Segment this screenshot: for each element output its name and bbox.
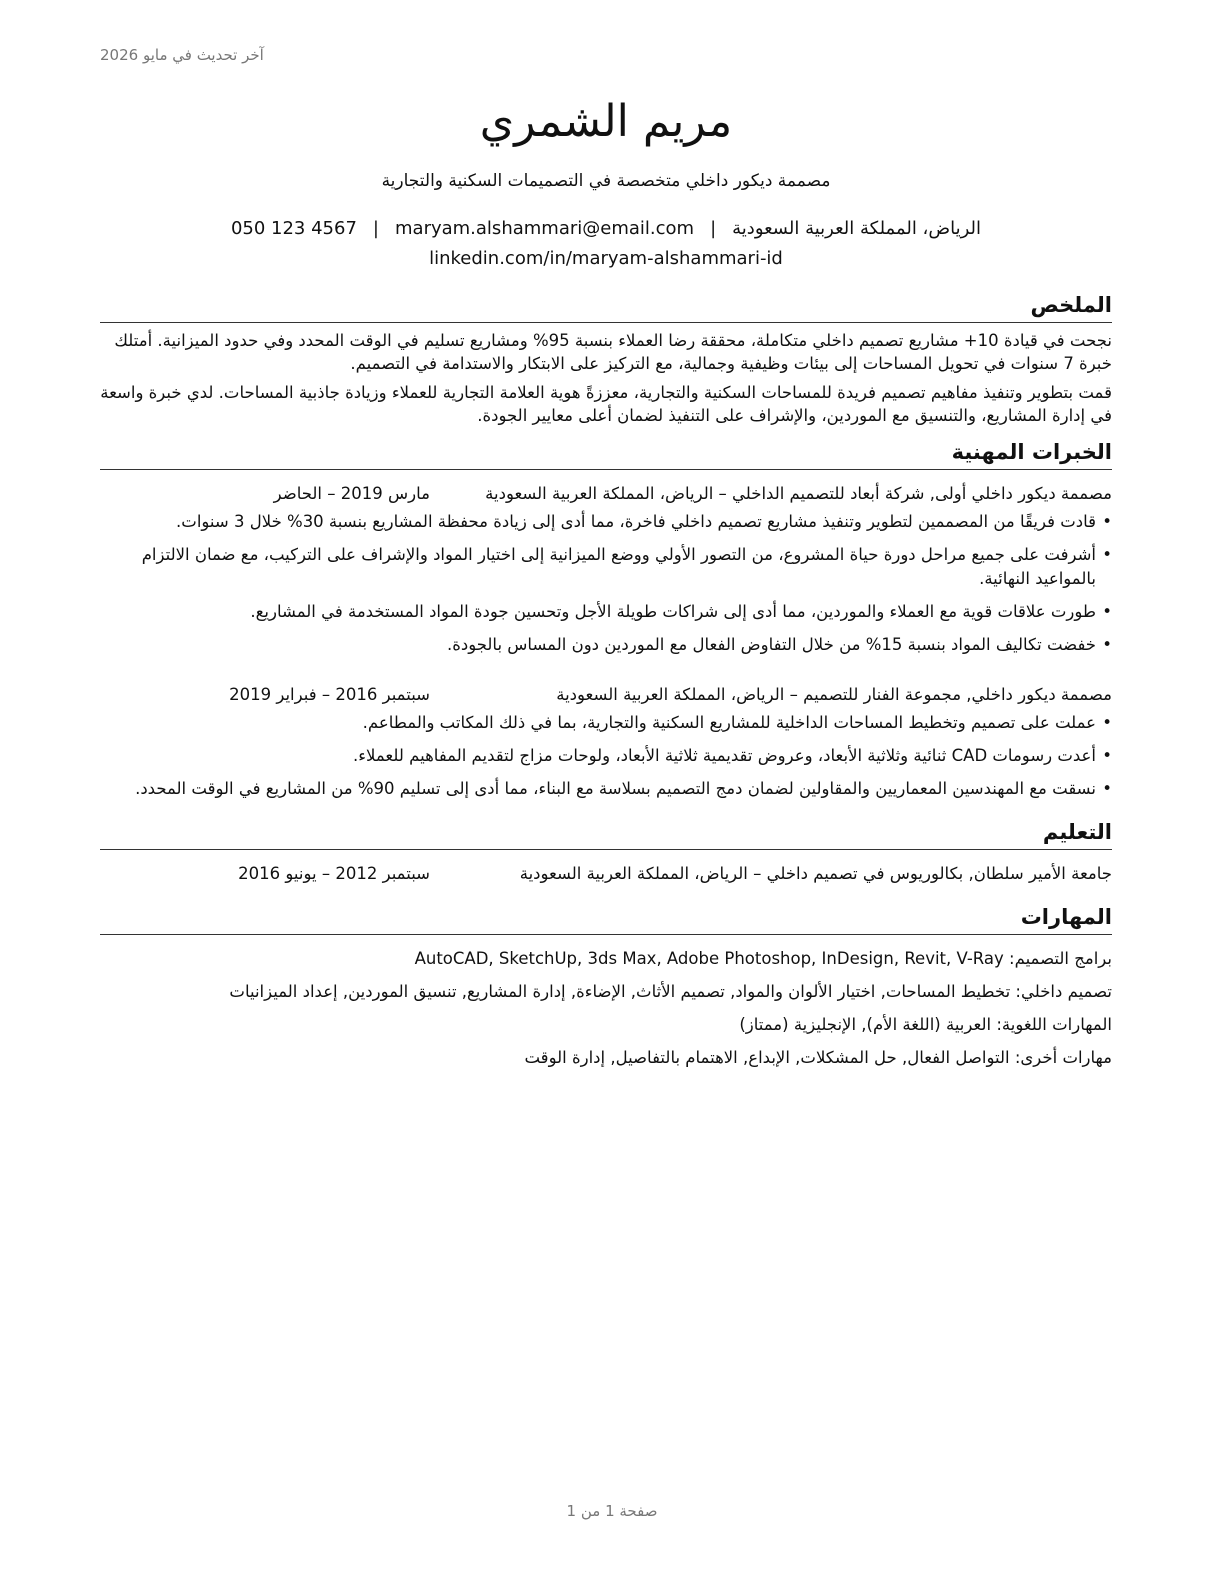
contact-phone: 050 123 4567 <box>230 218 357 239</box>
skill-line-other: مهارات أخرى: التواصل الفعال, حل المشكلات, الإبداع, الاهتمام بالتفاصيل, إدارة الوقت <box>524 1048 1112 1067</box>
person-name: مريم الشمري <box>479 96 733 147</box>
contact-separator: | <box>372 218 379 239</box>
job-bullets <box>100 711 1112 801</box>
contact-email[interactable]: maryam.alshammari@email.com <box>395 218 695 239</box>
job-bullet: • قادت فريقًا من المصممين لتطوير وتنفيذ مشاريع تصميم داخلي فاخرة، مما أدى إلى زيادة محفظة المشاريع بنسبة 30% خلال 3 سنوات. <box>100 510 1112 534</box>
education-dates: سبتمبر 2012 – يونيو 2016 <box>238 864 430 883</box>
skill-line-interior: تصميم داخلي: تخطيط المساحات, اختيار الألوان والمواد, تصميم الأثاث, الإضاءة, إدارة المشاريع, تنسيق الموردين, إعداد الميزانيات <box>229 982 1112 1001</box>
job-bullet: • طورت علاقات قوية مع العملاء والموردين، مما أدى إلى شراكات طويلة الأجل وتحسين جودة المواد المستخدمة في المشاريع. <box>100 600 1112 624</box>
education-degree-school: جامعة الأمير سلطان, بكالوريوس في تصميم داخلي – الرياض، المملكة العربية السعودية <box>519 864 1112 883</box>
resume-page <box>100 90 1112 1070</box>
linkedin-link[interactable]: linkedin.com/in/maryam-alshammari-id <box>429 248 783 269</box>
section-title-skills: المهارات <box>100 902 1112 935</box>
education-entry <box>100 862 1112 886</box>
summary-section <box>100 290 1112 427</box>
job-bullet: • أعدت رسومات CAD ثنائية وثلاثية الأبعاد، وعروض تقديمية ثلاثية الأبعاد، ولوحات مزاج لتقديم المفاهيم للعملاء. <box>100 744 1112 768</box>
job-dates: مارس 2019 – الحاضر <box>273 484 430 503</box>
contact-line <box>100 214 1112 244</box>
experience-section <box>100 437 1112 801</box>
job-subtitle: مصممة ديكور داخلي متخصصة في التصميمات السكنية والتجارية <box>381 171 831 191</box>
summary-paragraph: نجحت في قيادة 10+ مشاريع تصميم داخلي متكاملة، محققة رضا العملاء بنسبة 95% ومشاريع تسليم في الوقت المحدد وفي حدود الميزانية. أمتلك خبرة 7 سنوات في تحويل المساحات إلى بيئات وظيفية وجمالية، مع التركيز على الابتكار والاستدامة في التصميم. <box>114 331 1112 373</box>
job-bullets <box>100 510 1112 657</box>
skill-line-languages: المهارات اللغوية: العربية (اللغة الأم), الإنجليزية (ممتاز) <box>739 1015 1112 1034</box>
job-header <box>100 482 1112 506</box>
job-bullet: • عملت على تصميم وتخطيط المساحات الداخلية للمشاريع السكنية والتجارية، بما في ذلك المكاتب والمطاعم. <box>100 711 1112 735</box>
job-bullet: • نسقت مع المهندسين المعماريين والمقاولين لضمان دمج التصميم بسلاسة مع البناء، مما أدى إلى تسليم 90% من المشاريع في الوقت المحدد. <box>100 777 1112 801</box>
page-number: صفحة 1 من 1 <box>566 1502 658 1520</box>
job-bullet: • أشرفت على جميع مراحل دورة حياة المشروع، من التصور الأولي ووضع الميزانية إلى اختيار المواد والإشراف على التركيب، مع ضمان الالتزام بالمواعيد النهائية. <box>100 543 1112 591</box>
job-title-company: مصممة ديكور داخلي, مجموعة الفنار للتصميم – الرياض، المملكة العربية السعودية <box>556 685 1112 704</box>
contact-separator: | <box>710 218 717 239</box>
skills-section <box>100 902 1112 1070</box>
job-dates: سبتمبر 2016 – فبراير 2019 <box>229 685 430 704</box>
job-bullet: • خفضت تكاليف المواد بنسبة 15% من خلال التفاوض الفعال مع الموردين دون المساس بالجودة. <box>100 633 1112 657</box>
job-header <box>100 683 1112 707</box>
section-title-summary: الملخص <box>100 290 1112 323</box>
section-title-experience: الخبرات المهنية <box>100 437 1112 470</box>
skill-line-software: برامج التصميم: AutoCAD, SketchUp, 3ds Max, Adobe Photoshop, InDesign, Revit, V-Ray <box>414 949 1112 968</box>
job-title-company: مصممة ديكور داخلي أولى, شركة أبعاد للتصميم الداخلي – الرياض، المملكة العربية السعودية <box>485 484 1112 503</box>
job-entry <box>100 683 1112 801</box>
job-entry <box>100 482 1112 657</box>
last-updated-note: آخر تحديث في مايو 2026 <box>100 46 264 64</box>
contact-location: الرياض، المملكة العربية السعودية <box>732 218 982 239</box>
summary-paragraph: قمت بتطوير وتنفيذ مفاهيم تصميم فريدة للمساحات السكنية والتجارية، معززةً هوية العلامة التجارية للعملاء وزيادة جاذبية المساحات. لدي خبرة واسعة في إدارة المشاريع، والتنسيق مع الموردين، والإشراف على التنفيذ لضمان أعلى معايير الجودة. <box>100 383 1112 425</box>
education-section <box>100 817 1112 886</box>
section-title-education: التعليم <box>100 817 1112 850</box>
